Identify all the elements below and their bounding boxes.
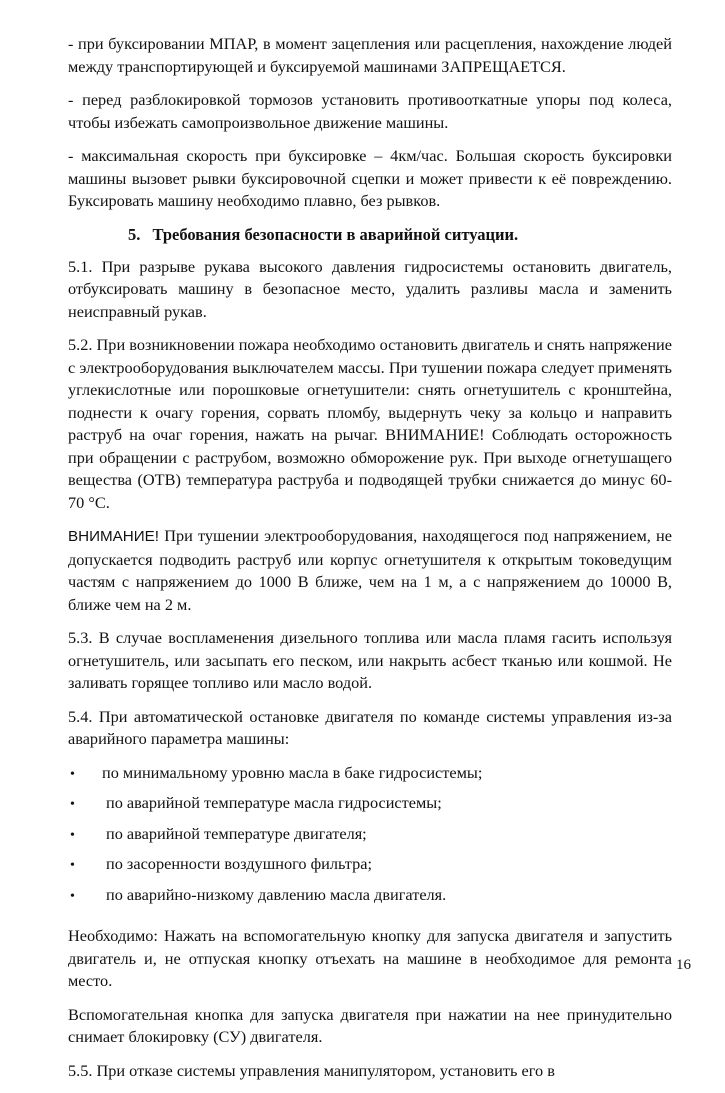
warning-text: При тушении электрооборудования, находящегося под напряжением, не допускается подводить раструб или корпус огнетушителя к открытым токоведущим частям с напряжением до 1000 В ближе, чем на 1 м, а с напряжением до 10000 В, ближе чем на 2 м.: [68, 526, 672, 614]
bullet-icon: •: [70, 797, 75, 812]
document-page: [68, 33, 672, 1093]
warning-label: ВНИМАНИЕ!: [68, 528, 160, 545]
list-item-text: по минимальному уровню масла в баке гидросистемы;: [102, 762, 483, 782]
bullet-icon: •: [70, 858, 75, 873]
paragraph-5-5: 5.5. При отказе системы управления манипулятором, установить его в: [68, 1060, 555, 1080]
electrical-warning-paragraph: [68, 525, 672, 616]
list-item-text: по аварийной температуре масла гидросистемы;: [106, 793, 442, 812]
list-item: [68, 823, 672, 854]
page-number: 16: [676, 957, 691, 973]
wheel-chocks-paragraph: - перед разблокировкой тормозов установить противооткатные упоры под колеса, чтобы избежать самопроизвольное движение машины.: [68, 90, 672, 132]
paragraph-5-2: 5.2. При возникновении пожара необходимо остановить двигатель и снять напряжение с электрооборудования выключателем массы. При тушении пожара следует применять углекислотные или порошковые огнетушители: снять огнетушитель с кронштейна, поднести к очагу горения, сорвать пломбу, выдернуть чеку за кольцо и направить раструб на очаг горения, нажать на рычаг. ВНИМАНИЕ! Соблюдать осторожность при обращении с раструбом, возможно обморожение рук. При выходе огнетушащего вещества (ОТВ) температура раструба и подводящей трубки снижается до минус 60-70 °С.: [68, 335, 672, 512]
bullet-icon: •: [70, 888, 75, 904]
necessary-action-paragraph: Необходимо: Нажать на вспомогательную кнопку для запуска двигателя и запустить двигатель и, не отпуская кнопку отъехать на машине в необходимое для ремонта место.: [68, 926, 672, 990]
aux-button-paragraph: Вспомогательная кнопка для запуска двигателя при нажатии на нее принудительно снимает блокировку (СУ) двигателя.: [68, 1004, 672, 1046]
list-item: [68, 884, 672, 915]
towing-speed-paragraph: - максимальная скорость при буксировке – 4км/час. Большая скорость буксировки машины вызовет рывки буксировочной сцепки и может привести к её повреждению. Буксировать машину необходимо плавно, без рывков.: [68, 146, 672, 210]
list-item: [68, 762, 672, 793]
bullet-icon: •: [70, 827, 75, 843]
paragraph-5-3: 5.3. В случае воспламенения дизельного топлива или масла пламя гасить используя огнетушитель, или засыпать его песком, или накрыть асбест тканью или кошмой. Не заливать горящее топливо или масло водой.: [68, 628, 672, 692]
list-item: [68, 853, 672, 884]
shutdown-causes-list: [68, 762, 672, 915]
list-item-text: по аварийной температуре двигателя;: [106, 823, 367, 843]
list-item-text: по аварийно-низкому давлению масла двигателя.: [106, 884, 447, 904]
towing-people-prohibition-paragraph: - при буксировании МПАР, в момент зацепления или расцепления, нахождение людей между транспортирующей и буксируемой машинами ЗАПРЕЩАЕТСЯ.: [68, 34, 672, 76]
section-number: 5.: [128, 224, 141, 244]
paragraph-5-1: 5.1. При разрыве рукава высокого давления гидросистемы остановить двигатель, отбуксировать машину в безопасное место, удалить разливы масла и заменить неисправный рукав.: [68, 256, 672, 321]
paragraph-5-4: 5.4. При автоматической остановке двигателя по команде системы управления из-за аварийного параметра машины:: [68, 706, 672, 748]
list-item: [68, 792, 672, 823]
section-heading: [128, 224, 672, 246]
section-title: Требования безопасности в аварийной ситуации.: [152, 224, 519, 244]
bullet-icon: •: [70, 766, 75, 782]
list-item-text: по засоренности воздушного фильтра;: [106, 854, 372, 873]
